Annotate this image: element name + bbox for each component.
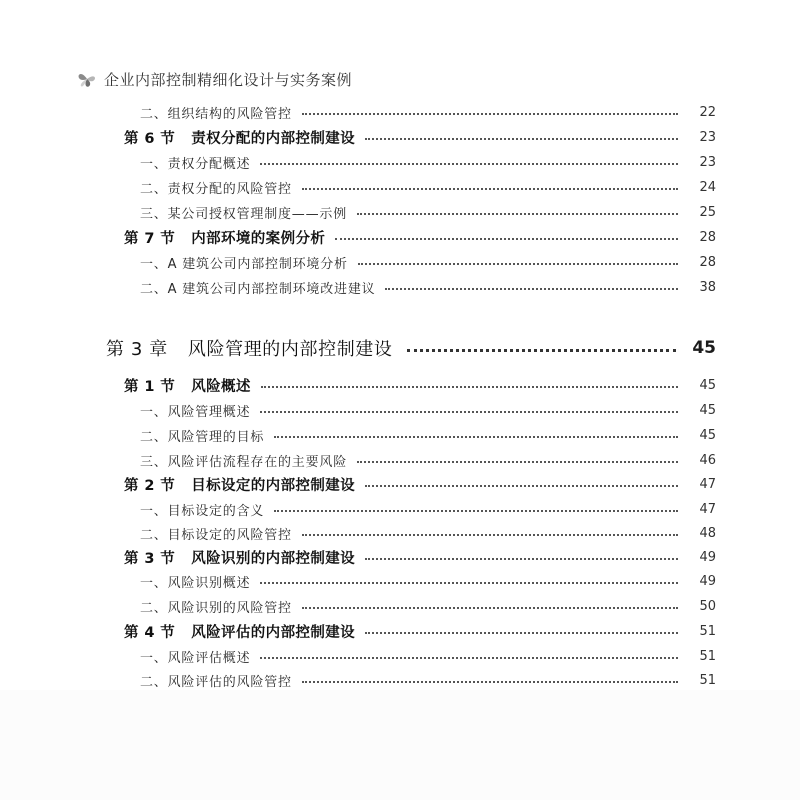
toc-item-label: 一、目标设定的含义 <box>140 503 265 519</box>
toc-page-number: 38 <box>699 279 716 295</box>
dot-leader <box>302 681 678 683</box>
toc-item-label: 二、风险管理的目标 <box>140 429 265 445</box>
toc-page-number: 28 <box>699 254 716 270</box>
toc-page-number: 48 <box>699 525 716 541</box>
section-number: 第 1 节 <box>124 378 176 395</box>
toc-item-label: 二、风险识别的风险管控 <box>140 600 292 616</box>
dot-leader <box>274 510 678 512</box>
toc-item-label: 三、风险评估流程存在的主要风险 <box>140 454 348 470</box>
toc-page-number: 45 <box>699 402 716 418</box>
dot-leader <box>365 138 678 140</box>
section-title: 目标设定的内部控制建设 <box>191 477 356 494</box>
blank-margin <box>0 690 800 800</box>
section-number: 第 3 节 <box>124 550 176 567</box>
toc-page-number: 28 <box>699 229 716 245</box>
toc-item[interactable] <box>0 668 800 692</box>
dot-leader <box>260 657 678 659</box>
dot-leader <box>260 411 678 413</box>
dot-leader <box>302 113 678 115</box>
dot-leader <box>274 436 678 438</box>
toc-item[interactable] <box>0 497 800 521</box>
toc-page-number: 25 <box>699 204 716 220</box>
toc-item-label: 一、风险管理概述 <box>140 404 251 420</box>
toc-section[interactable] <box>0 472 800 496</box>
dot-leader <box>260 582 678 584</box>
section-number: 第 4 节 <box>124 624 176 641</box>
toc-page-number: 51 <box>699 672 716 688</box>
toc-page-number: 24 <box>699 179 716 195</box>
toc-item[interactable] <box>0 423 800 447</box>
dot-leader <box>358 263 678 265</box>
section-number: 第 7 节 <box>124 230 176 247</box>
dot-leader <box>365 558 678 560</box>
toc-item[interactable] <box>0 448 800 472</box>
dot-leader <box>302 188 678 190</box>
toc-item[interactable] <box>0 644 800 668</box>
toc-page-number: 47 <box>699 476 716 492</box>
toc-section[interactable] <box>0 225 800 249</box>
dot-leader <box>357 213 678 215</box>
toc-page-number: 49 <box>699 573 716 589</box>
toc-section-label <box>124 621 355 642</box>
toc-page-number: 47 <box>699 501 716 517</box>
toc-item-label: 二、风险评估的风险管控 <box>140 674 292 690</box>
section-title: 责权分配的内部控制建设 <box>191 130 356 147</box>
toc-item-label: 二、组织结构的风险管控 <box>140 106 292 122</box>
chapter-number: 第 3 章 <box>106 339 168 360</box>
toc-item[interactable] <box>0 175 800 199</box>
dot-leader <box>261 386 678 388</box>
toc-section-label <box>124 474 355 495</box>
toc-item[interactable] <box>0 200 800 224</box>
toc-item[interactable] <box>0 275 800 299</box>
chapter-title: 风险管理的内部控制建设 <box>187 339 393 360</box>
toc-item[interactable] <box>0 594 800 618</box>
toc-item[interactable] <box>0 398 800 422</box>
toc-item[interactable] <box>0 521 800 545</box>
toc-item-label: 一、风险评估概述 <box>140 650 251 666</box>
dot-leader <box>365 485 678 487</box>
book-title: 企业内部控制精细化设计与实务案例 <box>104 70 353 89</box>
section-title: 内部环境的案例分析 <box>191 230 326 247</box>
toc-item-label: 三、某公司授权管理制度——示例 <box>140 206 348 222</box>
running-header <box>76 66 352 92</box>
section-number: 第 6 节 <box>124 130 176 147</box>
toc-section-label <box>124 547 355 568</box>
dot-leader <box>335 238 678 240</box>
toc-item-label: 一、责权分配概述 <box>140 156 251 172</box>
toc-page-number: 51 <box>699 648 716 664</box>
toc-page-number: 45 <box>699 377 716 393</box>
toc-item[interactable] <box>0 250 800 274</box>
toc-page-number: 45 <box>692 338 716 358</box>
toc-section[interactable] <box>0 619 800 643</box>
toc-page-number: 46 <box>699 452 716 468</box>
dot-leader <box>302 534 678 536</box>
toc-page-number: 23 <box>699 129 716 145</box>
section-title: 风险评估的内部控制建设 <box>191 624 356 641</box>
toc-page-number: 45 <box>699 427 716 443</box>
toc-page-number: 50 <box>699 598 716 614</box>
dot-leader <box>365 632 678 634</box>
toc-section-label <box>124 127 355 148</box>
toc-item-label: 一、风险识别概述 <box>140 575 251 591</box>
section-title: 风险识别的内部控制建设 <box>191 550 356 567</box>
toc-section-label <box>124 227 325 248</box>
toc-section[interactable] <box>0 373 800 397</box>
toc-section-label <box>124 375 251 396</box>
toc-item-label: 一、A 建筑公司内部控制环境分析 <box>140 256 348 272</box>
section-title: 风险概述 <box>191 378 251 395</box>
toc-item[interactable] <box>0 569 800 593</box>
toc-item-label: 二、目标设定的风险管控 <box>140 527 292 543</box>
dot-leader <box>260 163 678 165</box>
dot-leader <box>302 607 678 609</box>
toc-chapter[interactable] <box>0 334 800 362</box>
section-number: 第 2 节 <box>124 477 176 494</box>
toc-item[interactable] <box>0 100 800 124</box>
toc-item-label: 二、责权分配的风险管控 <box>140 181 292 197</box>
dot-leader <box>357 461 678 463</box>
dot-leader <box>385 288 678 290</box>
toc-section[interactable] <box>0 125 800 149</box>
toc-page-number: 22 <box>699 104 716 120</box>
toc-page-number: 51 <box>699 623 716 639</box>
dot-leader <box>407 349 676 352</box>
toc-section[interactable] <box>0 545 800 569</box>
toc-chapter-label <box>106 335 393 361</box>
flower-logo-icon <box>76 68 98 90</box>
toc-page-number: 23 <box>699 154 716 170</box>
toc-item[interactable] <box>0 150 800 174</box>
toc-item-label: 二、A 建筑公司内部控制环境改进建议 <box>140 281 376 297</box>
toc-page-number: 49 <box>699 549 716 565</box>
